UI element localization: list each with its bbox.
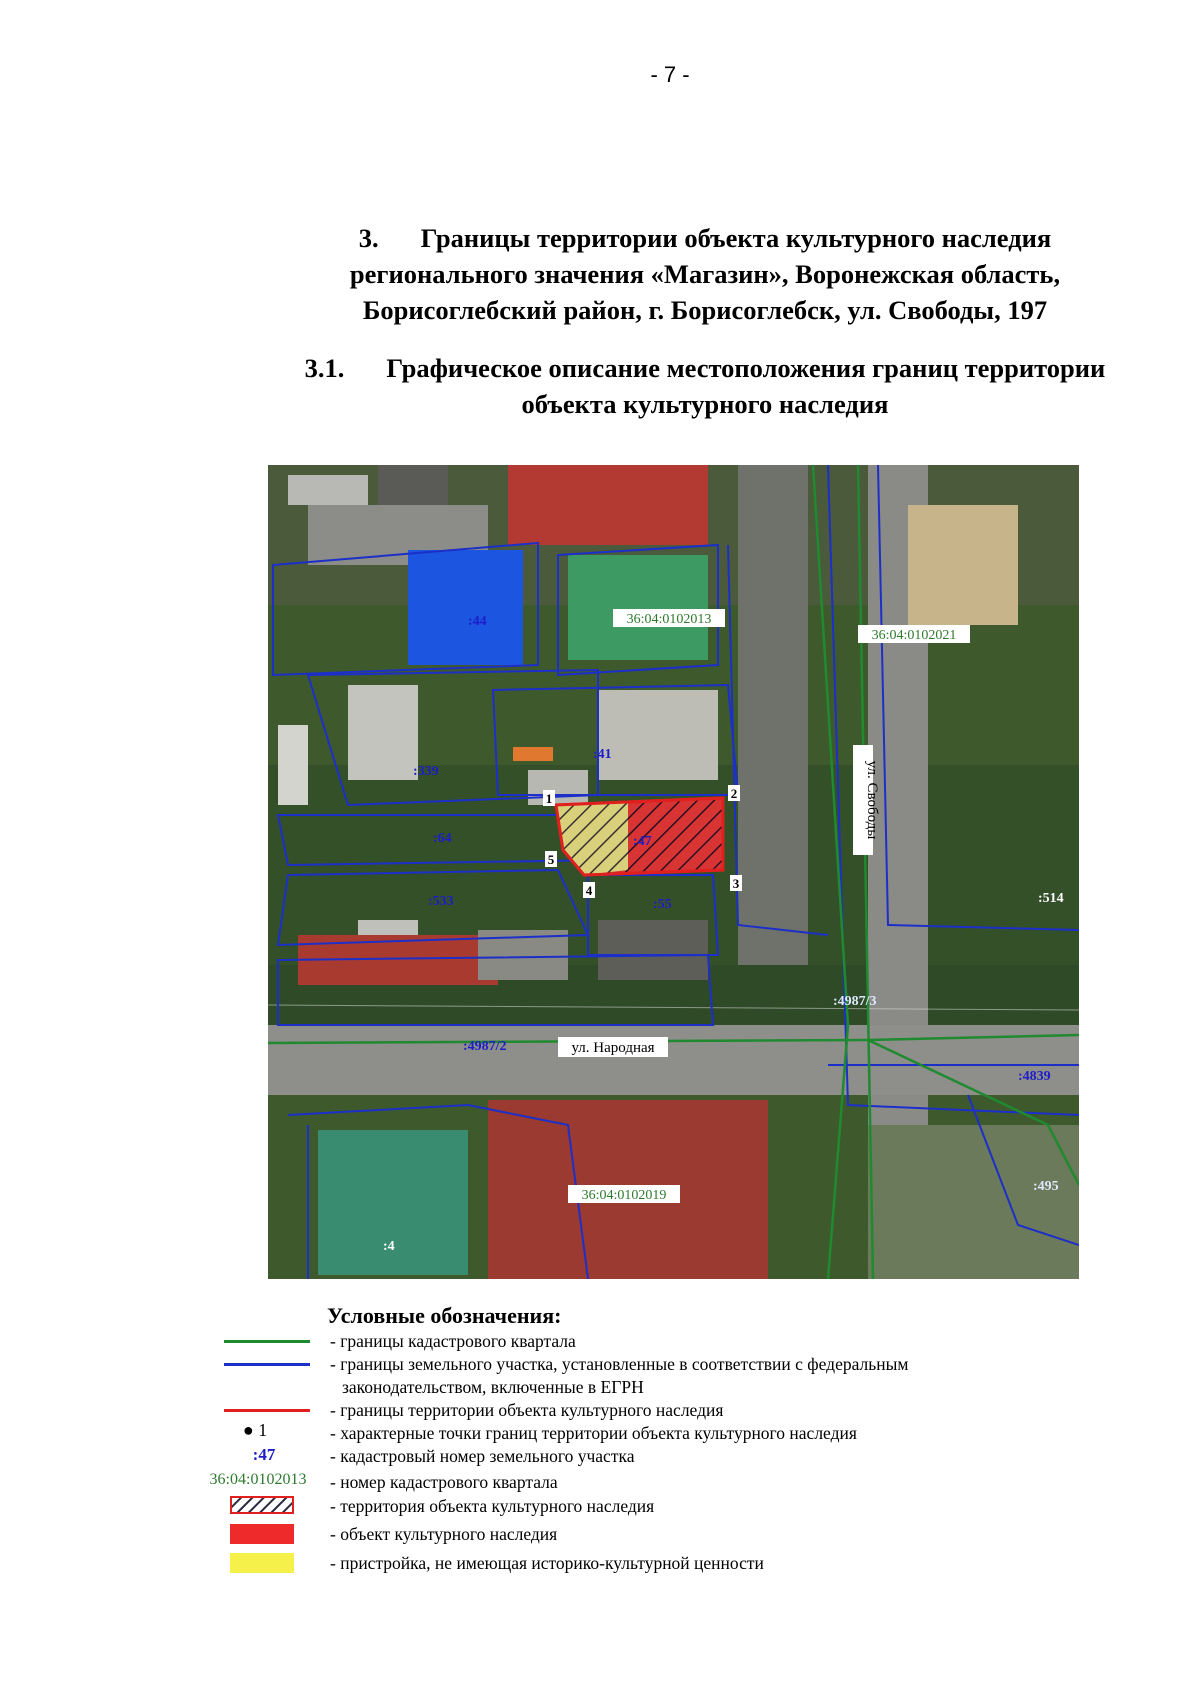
legend-text: - характерные точки границ территории объекта культурного наследия (330, 1423, 857, 1443)
section-3-1-line-1: Графическое описание местоположения границ территории (386, 353, 1106, 383)
green-line-symbol (224, 1340, 310, 1343)
legend-text: - границы земельного участка, установленные в соответствии с федеральным (330, 1354, 909, 1374)
parcel-label-41: :41 (593, 747, 612, 762)
legend-text: - пристройка, не имеющая историко-культурной ценности (330, 1553, 764, 1573)
legend-text: - объект культурного наследия (330, 1524, 558, 1544)
legend-text: законодательством, включенные в ЕГРН (342, 1377, 644, 1397)
blue-line-symbol (224, 1363, 310, 1366)
parcel-label-4987-2: :4987/2 (463, 1039, 507, 1054)
parcel-label-64: :64 (433, 831, 452, 846)
yellow-fill-symbol (230, 1553, 294, 1573)
dot-icon: ● (242, 1420, 259, 1440)
legend-text: - номер кадастрового квартала (330, 1472, 558, 1492)
point-symbol: ● 1 (242, 1420, 268, 1440)
cadastral-number-symbol: :47 (252, 1445, 276, 1464)
parcel-label-514: :514 (1038, 891, 1064, 906)
legend-text: - территория объекта культурного наследия (330, 1496, 655, 1516)
quarter-label-0102019: 36:04:0102019 (581, 1188, 667, 1203)
section-3-1-heading (270, 350, 1140, 422)
legend-item-extension (200, 1552, 1100, 1576)
legend-item-parcel-boundary-cont (200, 1376, 1100, 1400)
legend-title: Условные обозначения: (327, 1303, 562, 1328)
parcel-label-44: :44 (468, 614, 487, 629)
map-point-2: 2 (730, 786, 738, 801)
legend-text: - границы кадастрового квартала (330, 1331, 576, 1351)
map-point-1: 1 (545, 791, 553, 806)
section-3-heading (270, 220, 1140, 328)
map-point-4: 4 (585, 883, 593, 898)
quarter-label-0102013: 36:04:0102013 (626, 612, 712, 627)
parcel-label-4: :4 (383, 1239, 395, 1254)
legend-item-cadastral-number (200, 1445, 1100, 1469)
red-fill-symbol (230, 1524, 294, 1544)
parcel-label-339: :339 (413, 764, 439, 779)
parcel-label-4839: :4839 (1018, 1069, 1051, 1084)
page-number: - 7 - (650, 62, 690, 87)
legend-item-quarter-boundary (200, 1330, 1100, 1354)
legend-text: - границы территории объекта культурного наследия (330, 1400, 724, 1420)
section-3-line-3: Борисоглебский район, г. Борисоглебск, ул. Свободы, 197 (362, 295, 1048, 325)
legend-item-heritage-object (200, 1523, 1100, 1547)
section-3-1-number: 3.1. (304, 353, 345, 383)
section-3-line-2: регионального значения «Магазин», Воронежская область, (349, 259, 1061, 289)
section-3-1-line-2: объекта культурного наследия (521, 389, 889, 419)
hatch-symbol (230, 1496, 294, 1514)
parcel-label-4987-3: :4987/3 (833, 994, 877, 1009)
legend-item-heritage-territory (200, 1495, 1100, 1519)
legend-item-heritage-boundary (200, 1399, 1100, 1423)
map-point-5: 5 (547, 852, 555, 867)
legend-item-parcel-boundary (200, 1353, 1100, 1377)
red-line-symbol (224, 1409, 310, 1412)
street-label-narodnaya: ул. Народная (571, 1040, 655, 1056)
street-label-svobody: ул. Свободы (864, 760, 880, 840)
parcel-label-55: :55 (653, 897, 672, 912)
section-3-number: 3. (358, 223, 379, 253)
legend-item-quarter-number (200, 1471, 1100, 1495)
map-point-3: 3 (732, 876, 740, 891)
parcel-label-533: :533 (428, 894, 454, 909)
quarter-label-0102021: 36:04:0102021 (871, 628, 957, 643)
section-3-line-1: Границы территории объекта культурного наследия (420, 223, 1052, 253)
quarter-number-symbol: 36:04:0102013 (209, 1471, 307, 1488)
parcel-label-47: :47 (633, 834, 652, 849)
parcel-label-495: :495 (1033, 1179, 1059, 1194)
satellite-map (268, 465, 1079, 1279)
legend-item-boundary-point (200, 1422, 1100, 1446)
legend-text: - кадастровый номер земельного участка (330, 1446, 635, 1466)
